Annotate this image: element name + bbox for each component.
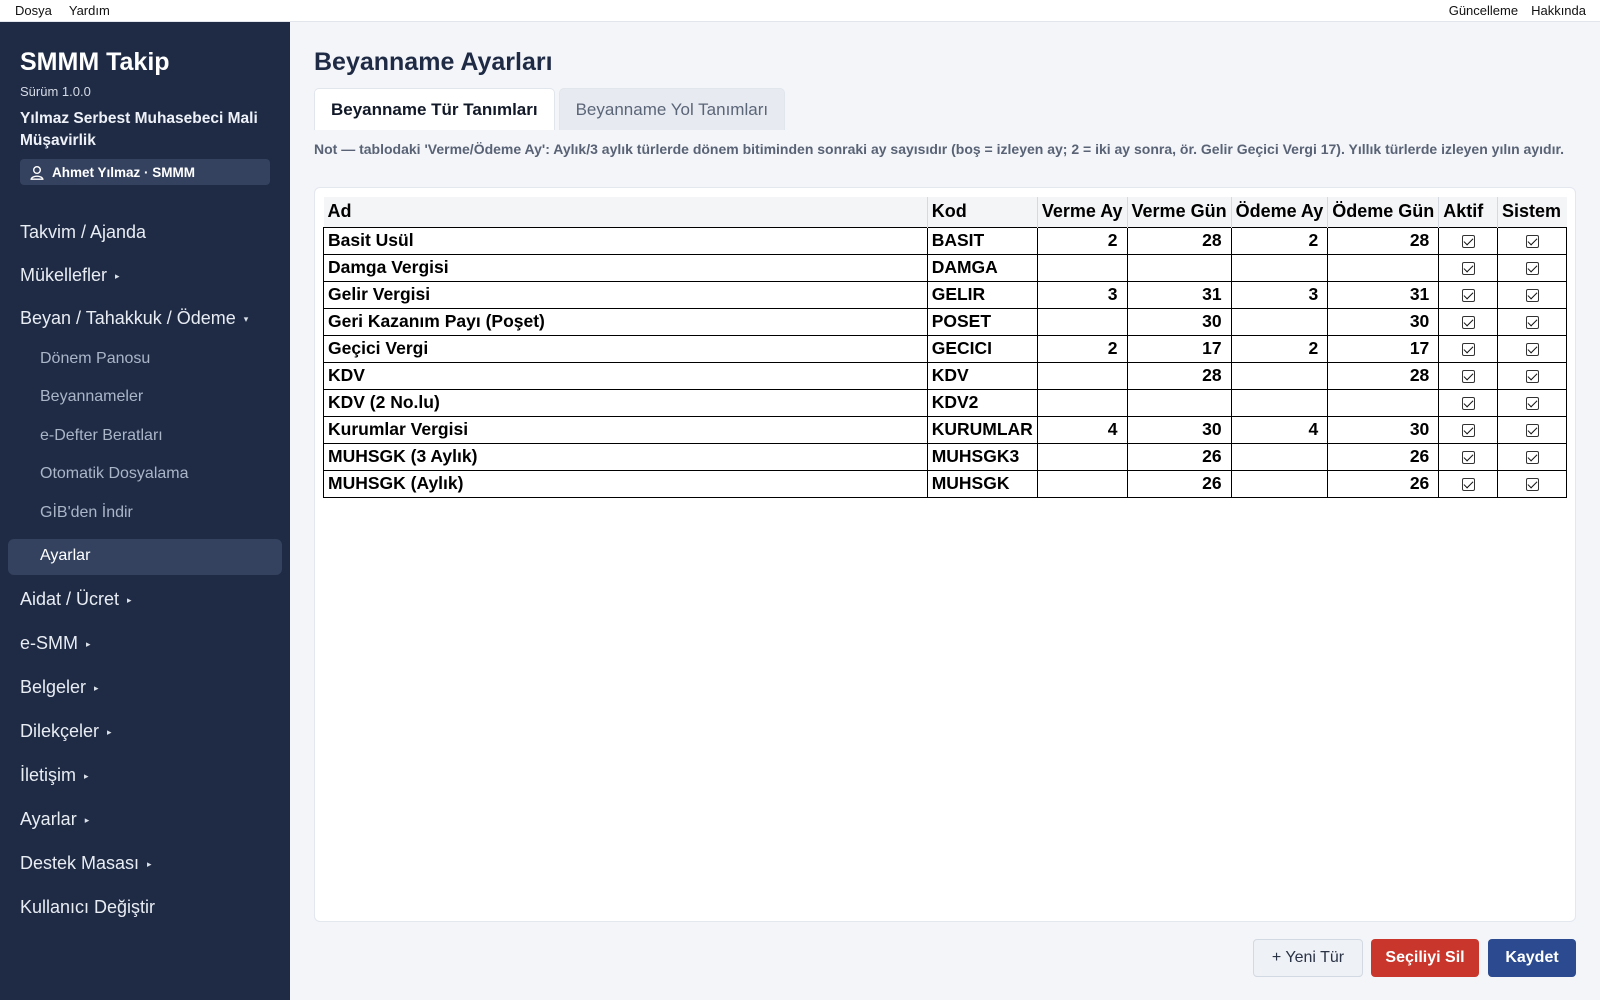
cell-sistem bbox=[1498, 416, 1567, 443]
tab-beyanname-yol-tanimlari[interactable]: Beyanname Yol Tanımları bbox=[559, 88, 785, 130]
sub-item-label: Ayarlar bbox=[40, 547, 91, 564]
user-icon bbox=[30, 165, 44, 180]
sistem-checkbox[interactable] bbox=[1526, 235, 1539, 248]
table-row[interactable] bbox=[324, 335, 1567, 362]
menubar bbox=[0, 0, 1600, 22]
nav-label: Destek Masası bbox=[20, 853, 140, 873]
table-row[interactable] bbox=[324, 389, 1567, 416]
cell-sistem bbox=[1498, 362, 1567, 389]
sub-item-donem-panosu[interactable]: Dönem Panosu bbox=[40, 350, 151, 367]
cell-sistem bbox=[1498, 470, 1567, 497]
sistem-checkbox[interactable] bbox=[1526, 316, 1539, 329]
cell-verme-ay[interactable] bbox=[1037, 443, 1127, 470]
aktif-checkbox[interactable] bbox=[1462, 424, 1475, 437]
cell-aktif bbox=[1439, 389, 1498, 416]
app-version: Sürüm 1.0.0 bbox=[20, 84, 91, 99]
nav-label: Mükellefler bbox=[20, 265, 108, 285]
info-note: Not — tablodaki 'Verme/Ödeme Ay': Aylık/3 aylık türlerde dönem bitiminden sonraki ay sayısıdır (boş = izleyen ay; 2 = iki ay sonra, ör. Gelir Geçici Vergi 17). Yıllık türlerde izleyen yılın ayıdır. bbox=[314, 141, 1565, 157]
nav-beyan-tahakkuk-odeme[interactable] bbox=[20, 308, 248, 329]
sistem-checkbox[interactable] bbox=[1526, 343, 1539, 356]
cell-sistem bbox=[1498, 281, 1567, 308]
page-title: Beyanname Ayarları bbox=[314, 48, 553, 76]
cell-verme-ay[interactable]: 3 bbox=[1037, 281, 1127, 308]
cell-odeme-ay[interactable]: 2 bbox=[1231, 227, 1328, 254]
caret-right-icon: ▸ bbox=[86, 639, 91, 649]
column-header-sistem[interactable]: Sistem bbox=[1498, 197, 1567, 227]
cell-odeme-gun[interactable]: 28 bbox=[1328, 227, 1439, 254]
app-title: SMMM Takip bbox=[20, 48, 170, 76]
nav-label: Aidat / Ücret bbox=[20, 589, 120, 609]
nav-label: Takvim / Ajanda bbox=[20, 222, 147, 242]
cell-aktif bbox=[1439, 416, 1498, 443]
caret-right-icon: ▸ bbox=[107, 727, 112, 737]
sistem-checkbox[interactable] bbox=[1526, 424, 1539, 437]
nav-takvim-ajanda[interactable] bbox=[20, 222, 146, 243]
cell-verme-ay[interactable] bbox=[1037, 470, 1127, 497]
caret-right-icon: ▸ bbox=[127, 595, 132, 605]
aktif-checkbox[interactable] bbox=[1462, 235, 1475, 248]
nav-e-smm[interactable] bbox=[20, 633, 91, 654]
menu-hakkinda[interactable]: Hakkında bbox=[1531, 3, 1586, 18]
tab-bar bbox=[314, 88, 785, 130]
cell-aktif bbox=[1439, 227, 1498, 254]
caret-right-icon: ▸ bbox=[84, 771, 89, 781]
nav-belgeler[interactable] bbox=[20, 677, 99, 698]
column-header-verme-ay[interactable]: Verme Ay bbox=[1037, 197, 1127, 227]
nav-label: İletişim bbox=[20, 765, 77, 785]
aktif-checkbox[interactable] bbox=[1462, 397, 1475, 410]
cell-aktif bbox=[1439, 362, 1498, 389]
beyanname-turleri-table bbox=[323, 197, 1567, 498]
sidebar bbox=[0, 22, 290, 1000]
table-header-row bbox=[324, 197, 1567, 227]
cell-sistem bbox=[1498, 308, 1567, 335]
cell-verme-gun[interactable]: 31 bbox=[1127, 281, 1231, 308]
cell-odeme-ay[interactable] bbox=[1231, 443, 1328, 470]
column-header-verme-gun[interactable]: Verme Gün bbox=[1127, 197, 1231, 227]
cell-ad[interactable]: Basit Usül bbox=[324, 227, 928, 254]
sub-item-ayarlar-active[interactable] bbox=[8, 539, 282, 575]
table-row[interactable] bbox=[324, 281, 1567, 308]
caret-right-icon: ▸ bbox=[115, 271, 120, 281]
cell-verme-gun[interactable]: 28 bbox=[1127, 362, 1231, 389]
user-name: Ahmet Yılmaz · SMMM bbox=[52, 164, 196, 180]
cell-odeme-ay[interactable]: 3 bbox=[1231, 281, 1328, 308]
cell-odeme-ay[interactable] bbox=[1231, 470, 1328, 497]
sub-item-beyannameler[interactable]: Beyannameler bbox=[40, 388, 144, 405]
user-badge[interactable] bbox=[20, 159, 270, 185]
cell-kod[interactable]: MUHSGK3 bbox=[927, 443, 1037, 470]
cell-sistem bbox=[1498, 389, 1567, 416]
sistem-checkbox[interactable] bbox=[1526, 397, 1539, 410]
cell-ad[interactable]: Geri Kazanım Payı (Poşet) bbox=[324, 308, 928, 335]
nav-label: Dilekçeler bbox=[20, 721, 100, 741]
table-row[interactable] bbox=[324, 227, 1567, 254]
cell-verme-gun[interactable]: 26 bbox=[1127, 443, 1231, 470]
aktif-checkbox[interactable] bbox=[1462, 289, 1475, 302]
menubar-left bbox=[15, 3, 110, 18]
save-button[interactable]: Kaydet bbox=[1488, 939, 1576, 977]
cell-ad[interactable]: MUHSGK (3 Aylık) bbox=[324, 443, 928, 470]
aktif-checkbox[interactable] bbox=[1462, 478, 1475, 491]
cell-sistem bbox=[1498, 254, 1567, 281]
tab-beyanname-tur-tanimlari[interactable]: Beyanname Tür Tanımları bbox=[314, 88, 555, 130]
cell-odeme-ay[interactable] bbox=[1231, 308, 1328, 335]
cell-ad[interactable]: Kurumlar Vergisi bbox=[324, 416, 928, 443]
cell-verme-gun[interactable]: 28 bbox=[1127, 227, 1231, 254]
cell-verme-gun[interactable]: 30 bbox=[1127, 416, 1231, 443]
nav-dilekceler[interactable] bbox=[20, 721, 112, 742]
cell-kod[interactable]: POSET bbox=[927, 308, 1037, 335]
nav-label: Kullanıcı Değiştir bbox=[20, 897, 156, 917]
table-row[interactable] bbox=[324, 443, 1567, 470]
cell-aktif bbox=[1439, 335, 1498, 362]
table-row[interactable] bbox=[324, 308, 1567, 335]
aktif-checkbox[interactable] bbox=[1462, 370, 1475, 383]
aktif-checkbox[interactable] bbox=[1462, 343, 1475, 356]
cell-aktif bbox=[1439, 470, 1498, 497]
cell-verme-ay[interactable]: 2 bbox=[1037, 227, 1127, 254]
sub-item-e-defter-beratlari[interactable]: e-Defter Beratları bbox=[40, 427, 163, 444]
nav-aidat-ucret[interactable] bbox=[20, 589, 132, 610]
cell-kod[interactable]: GECICI bbox=[927, 335, 1037, 362]
table-row[interactable] bbox=[324, 470, 1567, 497]
cell-kod[interactable]: DAMGA bbox=[927, 254, 1037, 281]
cell-odeme-gun[interactable]: 28 bbox=[1328, 362, 1439, 389]
cell-odeme-gun[interactable]: 26 bbox=[1328, 470, 1439, 497]
sub-item-gibden-indir[interactable]: GİB'den İndir bbox=[40, 504, 133, 521]
cell-odeme-gun[interactable]: 30 bbox=[1328, 416, 1439, 443]
menu-dosya[interactable]: Dosya bbox=[15, 3, 52, 18]
cell-verme-gun[interactable] bbox=[1127, 389, 1231, 416]
cell-ad[interactable]: Damga Vergisi bbox=[324, 254, 928, 281]
cell-kod[interactable]: KDV2 bbox=[927, 389, 1037, 416]
cell-verme-ay[interactable] bbox=[1037, 362, 1127, 389]
cell-ad[interactable]: KDV bbox=[324, 362, 928, 389]
nav-ayarlar[interactable] bbox=[20, 809, 89, 830]
cell-verme-ay[interactable] bbox=[1037, 389, 1127, 416]
cell-verme-ay[interactable]: 4 bbox=[1037, 416, 1127, 443]
cell-odeme-gun[interactable]: 30 bbox=[1328, 308, 1439, 335]
cell-kod[interactable]: KURUMLAR bbox=[927, 416, 1037, 443]
cell-odeme-ay[interactable] bbox=[1231, 254, 1328, 281]
cell-aktif bbox=[1439, 254, 1498, 281]
cell-ad[interactable]: MUHSGK (Aylık) bbox=[324, 470, 928, 497]
cell-kod[interactable]: GELIR bbox=[927, 281, 1037, 308]
table-row[interactable] bbox=[324, 362, 1567, 389]
aktif-checkbox[interactable] bbox=[1462, 316, 1475, 329]
column-header-aktif[interactable]: Aktif bbox=[1439, 197, 1498, 227]
menu-guncelleme[interactable]: Güncelleme bbox=[1448, 3, 1519, 18]
column-header-odeme-ay[interactable]: Ödeme Ay bbox=[1231, 197, 1328, 227]
delete-selected-button[interactable]: Seçiliyi Sil bbox=[1371, 939, 1479, 977]
column-header-odeme-gun[interactable]: Ödeme Gün bbox=[1328, 197, 1439, 227]
nav-mukellefler[interactable] bbox=[20, 265, 120, 286]
caret-down-icon: ▾ bbox=[243, 314, 249, 324]
sistem-checkbox[interactable] bbox=[1526, 451, 1539, 464]
cell-odeme-ay[interactable]: 4 bbox=[1231, 416, 1328, 443]
cell-verme-ay[interactable] bbox=[1037, 254, 1127, 281]
cell-ad[interactable]: KDV (2 No.lu) bbox=[324, 389, 928, 416]
nav-label: e-SMM bbox=[20, 633, 78, 653]
menubar-right bbox=[1449, 3, 1586, 18]
nav-kullanici-degistir[interactable] bbox=[20, 897, 155, 918]
new-type-button[interactable]: + Yeni Tür bbox=[1253, 939, 1363, 977]
nav-label: Belgeler bbox=[20, 677, 87, 697]
cell-aktif bbox=[1439, 443, 1498, 470]
cell-odeme-gun[interactable]: 26 bbox=[1328, 443, 1439, 470]
cell-kod[interactable]: BASIT bbox=[927, 227, 1037, 254]
cell-odeme-ay[interactable] bbox=[1231, 389, 1328, 416]
table-panel bbox=[314, 187, 1576, 922]
sistem-checkbox[interactable] bbox=[1526, 370, 1539, 383]
cell-aktif bbox=[1439, 281, 1498, 308]
cell-sistem bbox=[1498, 335, 1567, 362]
column-header-kod[interactable]: Kod bbox=[927, 197, 1037, 227]
cell-odeme-ay[interactable]: 2 bbox=[1231, 335, 1328, 362]
nav-label: Beyan / Tahakkuk / Ödeme bbox=[20, 308, 236, 328]
caret-right-icon: ▸ bbox=[84, 815, 90, 825]
caret-right-icon: ▸ bbox=[147, 859, 152, 869]
sub-item-otomatik-dosyalama[interactable]: Otomatik Dosyalama bbox=[40, 465, 189, 482]
cell-ad[interactable]: Gelir Vergisi bbox=[324, 281, 928, 308]
cell-odeme-gun[interactable]: 31 bbox=[1328, 281, 1439, 308]
firm-name: Yılmaz Serbest Muhasebeci Mali Müşavirlik bbox=[20, 110, 258, 149]
sistem-checkbox[interactable] bbox=[1526, 289, 1539, 302]
menu-yardim[interactable]: Yardım bbox=[68, 3, 110, 18]
cell-aktif bbox=[1439, 308, 1498, 335]
table-row[interactable] bbox=[324, 416, 1567, 443]
cell-verme-gun[interactable] bbox=[1127, 254, 1231, 281]
aktif-checkbox[interactable] bbox=[1462, 262, 1475, 275]
nav-iletisim[interactable] bbox=[20, 765, 89, 786]
table-row[interactable] bbox=[324, 254, 1567, 281]
aktif-checkbox[interactable] bbox=[1462, 451, 1475, 464]
sistem-checkbox[interactable] bbox=[1526, 478, 1539, 491]
cell-verme-gun[interactable]: 26 bbox=[1127, 470, 1231, 497]
cell-odeme-ay[interactable] bbox=[1231, 362, 1328, 389]
nav-label: Ayarlar bbox=[20, 809, 77, 829]
cell-odeme-gun[interactable]: 17 bbox=[1328, 335, 1439, 362]
cell-kod[interactable]: MUHSGK bbox=[927, 470, 1037, 497]
cell-sistem bbox=[1498, 227, 1567, 254]
cell-odeme-gun[interactable] bbox=[1328, 254, 1439, 281]
nav-destek-masasi[interactable] bbox=[20, 853, 152, 874]
cell-odeme-gun[interactable] bbox=[1328, 389, 1439, 416]
cell-verme-gun[interactable]: 17 bbox=[1127, 335, 1231, 362]
cell-verme-ay[interactable]: 2 bbox=[1037, 335, 1127, 362]
column-header-ad[interactable]: Ad bbox=[324, 197, 928, 227]
cell-verme-gun[interactable]: 30 bbox=[1127, 308, 1231, 335]
sistem-checkbox[interactable] bbox=[1526, 262, 1539, 275]
cell-verme-ay[interactable] bbox=[1037, 308, 1127, 335]
caret-right-icon: ▸ bbox=[94, 683, 99, 693]
cell-ad[interactable]: Geçici Vergi bbox=[324, 335, 928, 362]
cell-kod[interactable]: KDV bbox=[927, 362, 1037, 389]
cell-sistem bbox=[1498, 443, 1567, 470]
